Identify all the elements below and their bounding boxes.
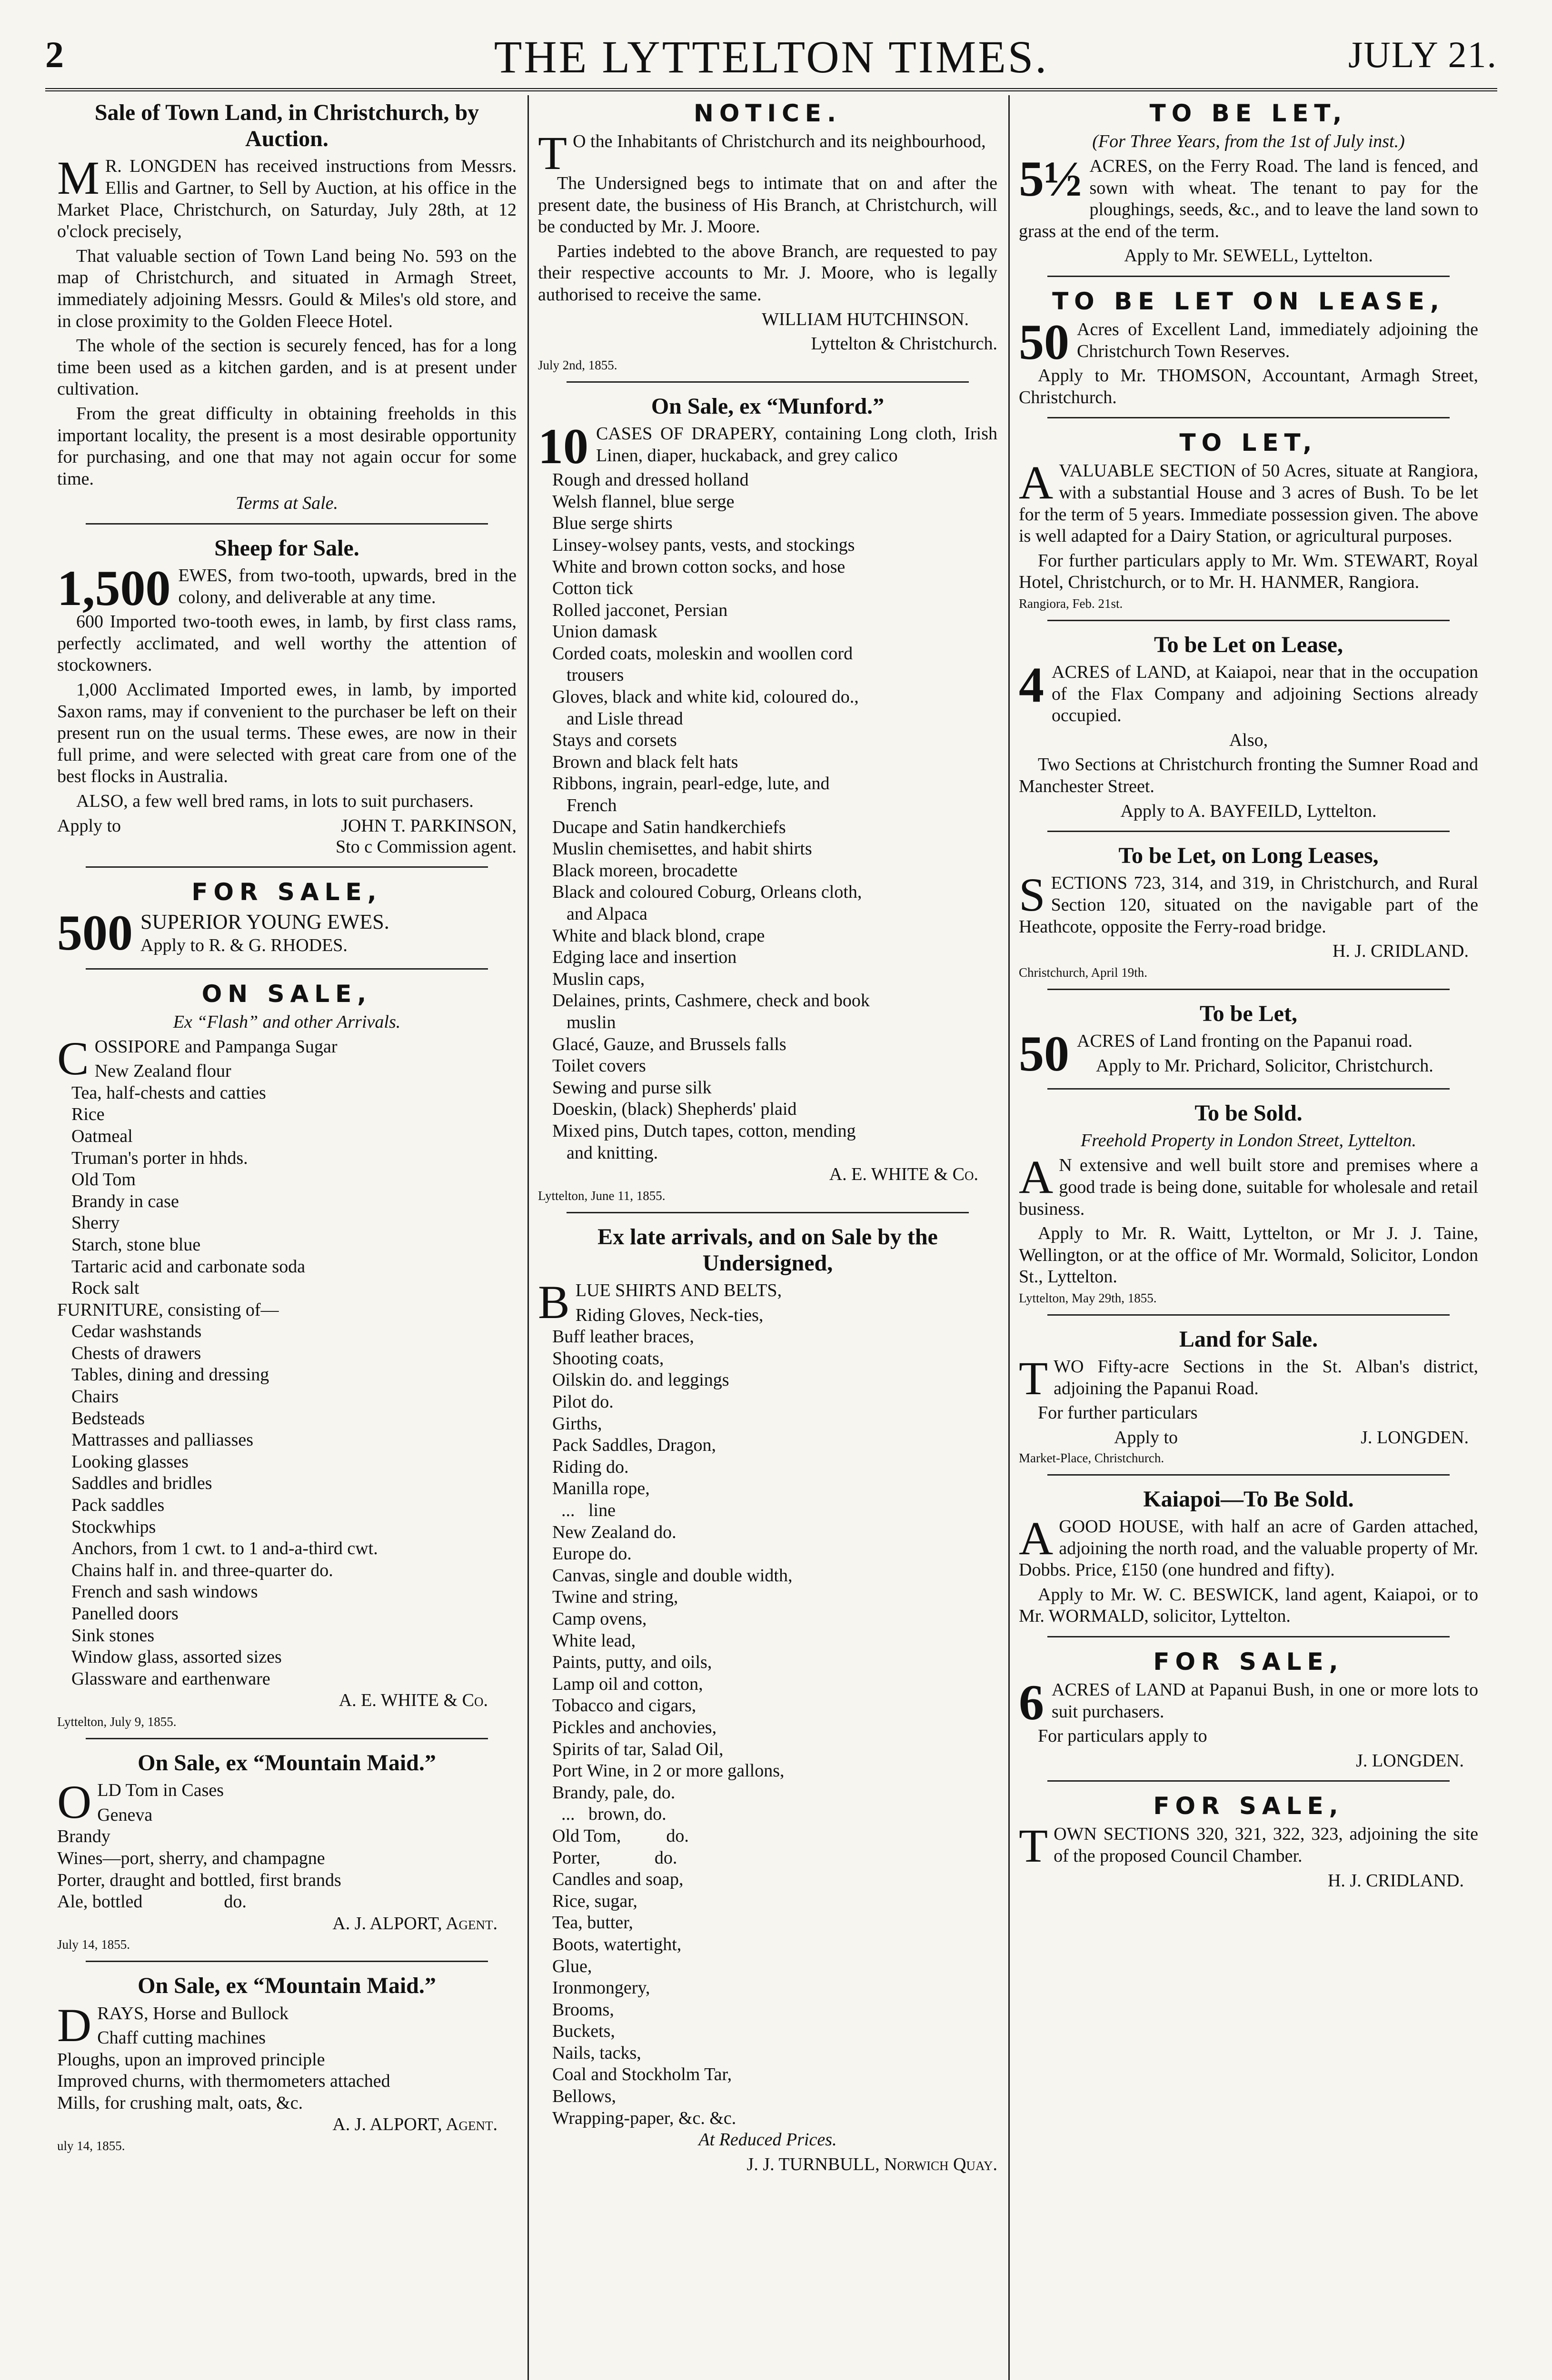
list-item: and Alpaca <box>567 904 647 924</box>
list-item: Tea, half-chests and catties <box>71 1082 266 1103</box>
separator <box>86 866 488 868</box>
page-number: 2 <box>45 34 64 75</box>
list-item: Ducape and Satin handkerchiefs <box>552 817 786 837</box>
list-item: Bedsteads <box>71 1408 145 1428</box>
list-item: Geneva <box>97 1805 153 1825</box>
list-item: Boots, watertight, <box>552 1934 682 1954</box>
ad-text: WO Fifty-acre Sections in the St. Alban's district, adjoining the Papanui Road. <box>1054 1357 1478 1398</box>
list-heading: FURNITURE, consisting of— <box>57 1299 279 1320</box>
ad-sheep-for-sale <box>57 535 517 858</box>
heading-line: Ex late arrivals, and on Sale by the <box>597 1224 938 1250</box>
signer: J. LONGDEN. <box>1361 1427 1469 1448</box>
ad-ewes-for-sale <box>57 878 517 959</box>
ad-heading: TO BE LET, <box>1149 99 1348 127</box>
apply-label: Apply to <box>57 815 121 836</box>
list-item: Rolled jacconet, Persian <box>552 600 728 620</box>
ad-heading: To be Let on Lease, <box>1154 632 1343 657</box>
list-item: Gloves, black and white kid, coloured do., <box>552 687 859 707</box>
ad-text: OWN SECTIONS 320, 321, 322, 323, adjoining the site of the proposed Council Chamber. <box>1054 1824 1478 1866</box>
list-item: Mattrasses and palliasses <box>71 1430 254 1450</box>
list-item: ... brown, do. <box>552 1804 667 1825</box>
ad-subheading: Freehold Property in London Street, Lyttelton. <box>1081 1130 1416 1151</box>
list-item: Nails, tacks, <box>552 2043 641 2063</box>
heading-line: Undersigned, <box>702 1250 833 1276</box>
big-number: 4 <box>1019 657 1044 713</box>
ad-land-for-sale <box>1019 1326 1478 1466</box>
list-item: Buff leather braces, <box>552 1327 694 1347</box>
list-item: Panelled doors <box>71 1604 179 1624</box>
signer-title: Sto c Commission agent. <box>336 836 517 857</box>
list-item: Stays and corsets <box>552 730 677 751</box>
separator <box>1047 831 1450 832</box>
big-number: 50 <box>1019 314 1069 370</box>
ad-to-be-let-papanui <box>1019 1001 1478 1080</box>
ad-heading: TO LET, <box>1179 429 1318 457</box>
list-item: Brandy <box>57 1826 110 1847</box>
big-number: 500 <box>57 905 133 961</box>
drop-cap: T <box>1019 1352 1048 1405</box>
list-item: Cedar washstands <box>71 1321 202 1342</box>
list-item: Window glass, assorted sizes <box>71 1647 282 1667</box>
list-item: Rice, sugar, <box>552 1891 637 1911</box>
ad-heading <box>57 99 517 152</box>
ad-text: ACRES of Land fronting on the Papanui road. <box>1077 1031 1413 1051</box>
list-item: Shooting coats, <box>552 1348 664 1368</box>
ad-text: For further particulars <box>1038 1403 1198 1423</box>
ad-heading <box>538 1224 997 1276</box>
list-item: Wrapping-paper, &c. &c. <box>552 2108 736 2128</box>
list-item: Stockwhips <box>71 1517 156 1537</box>
ad-text: R. LONGDEN has received instructions from Messrs. Ellis and Gartner, to Sell by Auction, at his office in the Market Place, Christchurch, on Saturday, July 28th, at 12 o'clock precisely, <box>57 156 517 242</box>
list-item: Sink stones <box>71 1625 155 1646</box>
signature: A. E. WHITE & Co. <box>829 1164 978 1185</box>
list-item: Doeskin, (black) Shepherds' plaid <box>552 1099 797 1120</box>
apply-line: Apply to Mr. THOMSON, Accountant, Armagh Street, Christchurch. <box>1019 366 1478 407</box>
drop-cap: T <box>1019 1819 1048 1873</box>
list-item: Europe do. <box>552 1544 632 1564</box>
list-item: Rough and dressed holland <box>552 470 749 490</box>
heading-line: Auction. <box>245 126 328 152</box>
list-item: White and brown cotton socks, and hose <box>552 556 846 577</box>
separator <box>86 1961 488 1962</box>
ad-text: Parties indebted to the above Branch, are requested to pay their respective accounts to Mr. J. Moore, who is legally authorised to receive the same. <box>538 241 997 305</box>
list-item: Camp ovens, <box>552 1609 647 1629</box>
list-item: and Lisle thread <box>567 708 683 729</box>
list-item: Edging lace and insertion <box>552 947 737 968</box>
ad-heading: On Sale, ex “Mountain Maid.” <box>138 1973 436 1999</box>
list-item: Rock salt <box>71 1278 139 1299</box>
list-item: Pilot do. <box>552 1392 614 1412</box>
list-item: Girths, <box>552 1413 602 1434</box>
signature: A. E. WHITE & Co. <box>338 1690 488 1711</box>
separator <box>1047 1780 1450 1782</box>
list-item: Chests of drawers <box>71 1343 201 1363</box>
ad-heading: FOR SALE, <box>1153 1648 1344 1676</box>
ad-for-sale-town-sections <box>1019 1792 1478 1892</box>
ad-town-land-auction <box>57 99 517 515</box>
list-item: Chains half in. and three-quarter do. <box>71 1560 333 1580</box>
list-item: New Zealand do. <box>552 1522 677 1542</box>
ad-heading: TO BE LET ON LEASE, <box>1052 287 1445 315</box>
list-item: Pack saddles <box>71 1495 165 1516</box>
ad-text: That valuable section of Town Land being No. 593 on the map of Christchurch, and situated in Armagh Street, immediately adjoining Messrs. Gould & Miles's old store, and in close proximity to the Golden Fleece Hotel. <box>57 246 517 331</box>
ad-heading: NOTICE. <box>694 99 842 127</box>
apply-line: Apply to Mr. Prichard, Solicitor, Christchurch. <box>1096 1055 1433 1076</box>
list-item: Chaff cutting machines <box>97 2028 266 2048</box>
drop-cap: A <box>1019 1150 1054 1204</box>
signature: WILLIAM HUTCHINSON. <box>762 309 969 329</box>
list-item: and knitting. <box>567 1142 658 1163</box>
signature: A. J. ALPORT, Agent. <box>332 2114 497 2135</box>
list-item: Port Wine, in 2 or more gallons, <box>552 1761 785 1781</box>
separator <box>1047 1314 1450 1316</box>
list-item: Rice <box>71 1104 105 1125</box>
list-item: Manilla rope, <box>552 1478 650 1499</box>
list-item: Ribbons, ingrain, pearl-edge, lute, and <box>552 774 830 794</box>
goods-list <box>57 2027 517 2114</box>
ad-subheading: Ex “Flash” and other Arrivals. <box>173 1012 401 1032</box>
signature-place: Lyttelton & Christchurch. <box>811 334 997 354</box>
list-item: trousers <box>567 665 624 685</box>
drop-cap: D <box>57 1998 92 2052</box>
big-number: 10 <box>538 418 588 474</box>
list-item: Muslin caps, <box>552 969 645 989</box>
ad-munford-drapery <box>538 393 997 1203</box>
ad-notice <box>538 99 997 373</box>
separator <box>1047 989 1450 990</box>
ad-text: 600 Imported two-tooth ewes, in lamb, by first class rams, perfectly acclimated, and well worthy the attention of stockowners. <box>57 612 517 675</box>
list-item: Sewing and purse silk <box>552 1077 712 1098</box>
ad-text: O the Inhabitants of Christchurch and its neighbourhood, <box>573 131 986 151</box>
list-item: Brooms, <box>552 1999 614 2020</box>
separator <box>1047 276 1450 277</box>
list-item: Brandy in case <box>71 1191 179 1211</box>
ad-for-sale-papanui-bush <box>1019 1648 1478 1772</box>
signature: H. J. CRIDLAND. <box>1332 941 1469 962</box>
separator <box>1047 1088 1450 1090</box>
list-item: Old Tom <box>71 1170 136 1190</box>
drop-cap: S <box>1019 868 1045 922</box>
ad-text: GOOD HOUSE, with half an acre of Garden attached, adjoining the north road, and the valuable property of Mr. Dobbs. Price, £150 (one hundred and fifty). <box>1019 1517 1478 1580</box>
reduced-prices-note: At Reduced Prices. <box>698 2130 837 2150</box>
big-number: 1,500 <box>57 560 171 616</box>
drop-cap: O <box>57 1775 92 1829</box>
issue-date: JULY 21. <box>1348 34 1497 75</box>
signature: H. J. CRIDLAND. <box>1327 1870 1464 1891</box>
separator <box>567 381 969 383</box>
ad-text: ACRES of LAND at Papanui Bush, in one or more lots to suit purchasers. <box>1052 1680 1478 1722</box>
ad-text: ALSO, a few well bred rams, in lots to suit purchasers. <box>76 791 474 811</box>
ad-date: Rangiora, Feb. 21st. <box>1019 596 1123 611</box>
ad-text: EWES, from two-tooth, upwards, bred in the colony, and deliverable at any time. <box>178 565 517 607</box>
ad-heading: FOR SALE, <box>1153 1792 1344 1820</box>
list-item: Pickles and anchovies, <box>552 1717 717 1737</box>
ad-to-let-rangiora <box>1019 429 1478 611</box>
ad-heading: Land for Sale. <box>1179 1326 1318 1352</box>
list-item: Mills, for crushing malt, oats, &c. <box>57 2092 303 2113</box>
list-item: Blue serge shirts <box>552 513 673 534</box>
list-item: White and black blond, crape <box>552 925 765 946</box>
ad-text: CASES OF DRAPERY, containing Long cloth, Irish Linen, diaper, huckaback, and grey calico <box>596 423 997 466</box>
ad-text: For further particulars apply to Mr. Wm. STEWART, Royal Hotel, Christchurch, or to Mr. H. HANMER, Rangiora. <box>1019 550 1478 593</box>
list-item: French and sash windows <box>71 1582 258 1602</box>
ad-heading: On Sale, ex “Mountain Maid.” <box>138 1750 436 1775</box>
ad-text: VALUABLE SECTION of 50 Acres, situate at Rangiora, with a substantial House and 3 acres of Bush. To be let for the term of 5 years. Immediate possession given. The above is well adapted for a Dairy Station, or agricultural purposes. <box>1019 461 1478 546</box>
list-item: Buckets, <box>552 2021 615 2042</box>
list-item: Old Tom, do. <box>552 1825 689 1846</box>
column-1 <box>57 98 517 2380</box>
separator <box>1047 1636 1450 1637</box>
list-item: Coal and Stockholm Tar, <box>552 2064 732 2085</box>
list-item: Glue, <box>552 1956 592 1976</box>
list-item: Canvas, single and double width, <box>552 1565 793 1586</box>
ad-heading: Sheep for Sale. <box>214 535 359 561</box>
ad-heading: On Sale, ex “Munford.” <box>651 393 885 419</box>
apply-line: Apply to R. & G. RHODES. <box>140 935 348 955</box>
list-item: French <box>567 795 617 816</box>
newspaper-title: THE LYTTELTON TIMES. <box>494 31 1049 82</box>
ad-text: Apply to Mr. R. Waitt, Lyttelton, or Mr J. J. Taine, Wellington, or at the office of Mr. Wormald, Solicitor, London St., Lyttelton. <box>1019 1223 1478 1287</box>
ad-text: LD Tom in Cases <box>97 1780 224 1801</box>
ad-heading: To be Let, <box>1200 1001 1297 1026</box>
list-item: Riding Gloves, Neck-ties, <box>575 1305 764 1325</box>
ad-text: LUE SHIRTS AND BELTS, <box>575 1280 782 1301</box>
ad-text: Apply to Mr. W. C. BESWICK, land agent, Kaiapoi, or to Mr. WORMALD, solicitor, Lyttelton. <box>1019 1584 1478 1626</box>
signer: JOHN T. PARKINSON, <box>341 815 517 836</box>
list-item: Cotton tick <box>552 578 633 599</box>
ad-text: ACRES, on the Ferry Road. The land is fenced, and sown with wheat. The tenant to pay for the ploughings, seeds, &c., and to leave the land sown to grass at the end of the term. <box>1019 156 1478 241</box>
masthead <box>45 29 1497 86</box>
ad-date: uly 14, 1855. <box>57 2139 125 2153</box>
ad-text: ACRES of LAND, at Kaiapoi, near that in the occupation of the Flax Company and adjoining Sections already occupied. <box>1052 662 1478 726</box>
ad-text: RAYS, Horse and Bullock <box>97 2003 289 2023</box>
ad-date: Christchurch, April 19th. <box>1019 965 1147 980</box>
list-item: Linsey-wolsey pants, vests, and stockings <box>552 535 855 555</box>
list-item: Delaines, prints, Cashmere, check and book <box>552 991 870 1011</box>
apply-label: Apply to <box>1114 1427 1178 1448</box>
list-item: Looking glasses <box>71 1451 189 1472</box>
separator <box>1047 417 1450 418</box>
ad-text: The Undersigned begs to intimate that on and after the present date, the business of His Branch, at Christchurch, will be conducted by Mr. J. Moore. <box>538 173 997 237</box>
list-item: Truman's porter in hhds. <box>71 1148 248 1168</box>
list-item: Chairs <box>71 1387 119 1407</box>
drop-cap: M <box>57 151 99 205</box>
list-item: White lead, <box>552 1630 636 1651</box>
column-rule <box>1008 95 1010 2380</box>
goods-list <box>538 1305 997 2130</box>
ad-text: Two Sections at Christchurch fronting the Sumner Road and Manchester Street. <box>1019 754 1478 797</box>
ad-heading: To be Let, on Long Leases, <box>1118 843 1379 869</box>
ad-date: Lyttelton, May 29th, 1855. <box>1019 1290 1157 1305</box>
list-item: Saddles and bridles <box>71 1473 212 1494</box>
list-item: Bellows, <box>552 2086 617 2107</box>
heading-line: Sale of Town Land, in Christchurch, by <box>94 100 479 125</box>
goods-list <box>538 469 997 1164</box>
ad-let-on-lease-50-acres <box>1019 288 1478 408</box>
drop-cap: A <box>1019 1512 1054 1565</box>
list-item: Corded coats, moleskin and woollen cord <box>552 643 853 664</box>
list-item: Black and coloured Coburg, Orleans cloth, <box>552 882 862 902</box>
list-item: Mixed pins, Dutch tapes, cotton, mending <box>552 1121 856 1141</box>
drop-cap: B <box>538 1276 570 1329</box>
ad-text: OSSIPORE and Pampanga Sugar <box>94 1036 338 1057</box>
big-number: 5½ <box>1019 151 1082 207</box>
ad-date: Market-Place, Christchurch. <box>1019 1450 1164 1465</box>
list-item: Candles and soap, <box>552 1869 684 1890</box>
ad-to-be-sold-london-street <box>1019 1100 1478 1306</box>
separator <box>86 1738 488 1739</box>
list-item: Improved churns, with thermometers attached <box>57 2071 390 2092</box>
drop-cap: T <box>538 127 567 179</box>
list-item: Tea, butter, <box>552 1913 633 1933</box>
list-item: Anchors, from 1 cwt. to 1 and-a-third cwt. <box>71 1538 378 1559</box>
list-item: Black moreen, brocadette <box>552 860 738 881</box>
list-item: Starch, stone blue <box>71 1234 201 1255</box>
column-2 <box>538 98 997 2380</box>
signature <box>1019 1427 1478 1448</box>
big-number: 50 <box>1019 1026 1069 1081</box>
list-item: Tobacco and cigars, <box>552 1696 696 1716</box>
ad-mountain-maid-drays <box>57 1973 517 2153</box>
drop-cap: A <box>1019 456 1054 509</box>
goods-list <box>57 1805 517 1913</box>
list-item: Toilet covers <box>552 1056 646 1076</box>
list-item: Porter, do. <box>552 1847 677 1868</box>
signature <box>57 815 517 836</box>
list-item: Glassware and earthenware <box>71 1668 270 1689</box>
ad-let-on-lease-kaiapoi <box>1019 632 1478 822</box>
ad-on-sale-flash <box>57 980 517 1729</box>
list-item: Tartaric acid and carbonate soda <box>71 1256 306 1277</box>
ad-date: July 2nd, 1855. <box>538 357 617 372</box>
list-item: Tables, dining and dressing <box>71 1365 269 1385</box>
list-item: Ale, bottled do. <box>57 1892 247 1912</box>
signature: A. J. ALPORT, Agent. <box>332 1913 497 1934</box>
column-rule <box>527 95 529 2380</box>
list-item: Porter, draught and bottled, first brands <box>57 1870 341 1890</box>
list-item: Twine and string, <box>552 1587 678 1607</box>
also-label: Also, <box>1229 730 1268 750</box>
apply-line: Apply to Mr. SEWELL, Lyttelton. <box>1124 246 1373 266</box>
ad-date: Lyttelton, June 11, 1855. <box>538 1188 666 1203</box>
big-number: 6 <box>1019 1675 1044 1731</box>
list-item: ... line <box>552 1500 616 1521</box>
list-item: Lamp oil and cotton, <box>552 1674 703 1694</box>
list-item: Ironmongery, <box>552 1978 650 1998</box>
list-item: Pack Saddles, Dragon, <box>552 1435 716 1456</box>
list-item: Glacé, Gauze, and Brussels falls <box>552 1034 786 1054</box>
ad-heading: FOR SALE, <box>191 878 382 906</box>
ad-late-arrivals <box>538 1224 997 2176</box>
list-item: Oilskin do. and leggings <box>552 1370 729 1390</box>
list-item: muslin <box>567 1012 616 1032</box>
ad-heading: To be Sold. <box>1194 1101 1303 1126</box>
list-item: Spirits of tar, Salad Oil, <box>552 1739 724 1759</box>
list-item: Paints, putty, and oils, <box>552 1652 712 1673</box>
list-item: Oatmeal <box>71 1126 133 1146</box>
list-item: Wines—port, sherry, and champagne <box>57 1848 325 1868</box>
ad-mountain-maid-spirits <box>57 1750 517 1952</box>
ad-kaiapoi-to-be-sold <box>1019 1486 1478 1627</box>
list-item: Riding do. <box>552 1457 629 1477</box>
ad-text: For particulars apply to <box>1038 1726 1207 1746</box>
ad-text: 1,000 Acclimated Imported ewes, in lamb, by imported Saxon rams, may if convenient to the purchaser be left on their present run on the usual terms. These ewes, are now in their full prime, and were selected with great care from one of the best flocks in Australia. <box>57 680 517 787</box>
list-item: Ploughs, upon an improved principle <box>57 2049 325 2070</box>
ad-date: Lyttelton, July 9, 1855. <box>57 1714 177 1729</box>
list-item: Union damask <box>552 622 657 642</box>
ad-text: Acres of Excellent Land, immediately adjoining the Christchurch Town Reserves. <box>1077 319 1478 361</box>
apply-line: Apply to A. BAYFEILD, Lyttelton. <box>1120 801 1377 821</box>
separator <box>1047 620 1450 621</box>
ad-text: ECTIONS 723, 314, and 319, in Christchurch, and Rural Section 120, situated on the navigable part of the Heathcote, opposite the Ferry-road bridge. <box>1019 873 1478 937</box>
list-item: Muslin chemisettes, and habit shirts <box>552 839 812 859</box>
ad-text: The whole of the section is securely fenced, has for a long time been used as a kitchen garden, and is at present under cultivation. <box>57 336 517 399</box>
list-item: Brandy, pale, do. <box>552 1782 676 1803</box>
ad-date: July 14, 1855. <box>57 1937 130 1952</box>
signature: J. J. TURNBULL, Norwich Quay. <box>746 2154 997 2174</box>
ad-heading: ON SALE, <box>201 980 372 1008</box>
ad-text: SUPERIOR YOUNG EWES. <box>140 910 389 934</box>
goods-list <box>57 1061 517 1690</box>
ad-to-be-let-ferry-road <box>1019 99 1478 267</box>
terms-note: Terms at Sale. <box>235 493 338 514</box>
drop-cap: C <box>57 1031 89 1085</box>
separator <box>567 1212 969 1213</box>
column-3 <box>1019 98 1478 2380</box>
ad-text: N extensive and well built store and premises where a good trade is being done, suitable for wholesale and retail business. <box>1019 1155 1478 1219</box>
separator <box>86 523 488 525</box>
separator <box>1047 1474 1450 1476</box>
list-item: Welsh flannel, blue serge <box>552 491 735 512</box>
ad-heading: Kaiapoi—To Be Sold. <box>1143 1486 1354 1512</box>
list-item: Sherry <box>71 1213 120 1233</box>
signature: J. LONGDEN. <box>1356 1750 1464 1771</box>
separator <box>86 968 488 970</box>
list-item: New Zealand flour <box>94 1061 231 1081</box>
masthead-rule <box>45 88 1497 91</box>
ad-text: From the great difficulty in obtaining freeholds in this important locality, the present is a most desirable opportunity for purchasing, and one that may not again occur for some time. <box>57 403 517 489</box>
list-item: Brown and black felt hats <box>552 752 738 772</box>
ad-subheading: (For Three Years, from the 1st of July inst.) <box>1092 131 1405 151</box>
ad-long-leases <box>1019 843 1478 980</box>
